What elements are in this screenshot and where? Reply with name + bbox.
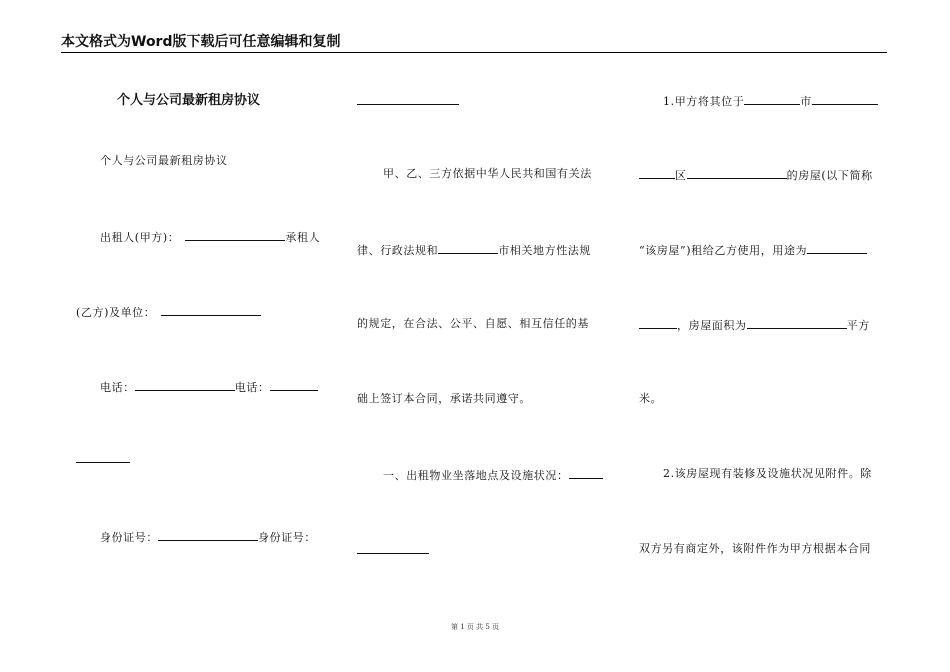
phone2-blank-continued bbox=[76, 451, 130, 463]
item1-usage-blank bbox=[807, 242, 867, 254]
item1-line1-a: 1.甲方将其位于 bbox=[663, 95, 745, 108]
para1-line2-a: 律、行政法规和 bbox=[357, 244, 439, 257]
item1-line3 bbox=[639, 242, 867, 258]
item2-line1: 2.该房屋现有装修及设施状况见附件。除 bbox=[663, 467, 872, 480]
item1-line2 bbox=[639, 167, 873, 183]
phone-line bbox=[100, 379, 318, 395]
item1-line3-text: “该房屋”)租给乙方使用，用途为 bbox=[639, 244, 808, 257]
location-continuation-line bbox=[357, 542, 429, 558]
page-number: 第 1 页 共 5 页 bbox=[450, 623, 500, 631]
phone2-label: 电话： bbox=[234, 381, 270, 394]
lessor-line bbox=[100, 229, 320, 245]
col2-top-blank-line bbox=[357, 93, 459, 109]
section1-heading: 一、出租物业坐落地点及设施状况： bbox=[383, 469, 569, 482]
item1-line5: 米。 bbox=[639, 392, 663, 405]
para1-line2-b: 市相关地方性法规 bbox=[498, 244, 592, 257]
unit-label: (乙方)及单位： bbox=[76, 306, 156, 319]
id-line bbox=[100, 529, 316, 545]
para1-line1: 甲、乙、三方依据中华人民共和国有关法 bbox=[383, 167, 592, 180]
col2-top-blank bbox=[357, 93, 459, 105]
item1-line4 bbox=[639, 317, 870, 333]
item1-address-blank bbox=[687, 167, 787, 179]
lessor-label: 出租人(甲方)： bbox=[100, 231, 180, 244]
phone2-blank bbox=[270, 379, 318, 391]
item1-line2-b: 的房屋(以下简称 bbox=[786, 169, 873, 182]
header-divider bbox=[61, 52, 887, 53]
unit-blank bbox=[161, 304, 261, 316]
para1-line3: 的规定，在合法、公平、自愿、相互信任的基 bbox=[357, 317, 589, 330]
lessee-label: 承租人 bbox=[285, 231, 321, 244]
item1-area-blank bbox=[747, 317, 847, 329]
document-title: 个人与公司最新租房协议 bbox=[117, 93, 261, 108]
para1-line4: 础上签订本合同，承诺共同遵守。 bbox=[357, 392, 531, 405]
item1-city-blank bbox=[744, 93, 800, 105]
city-blank bbox=[438, 242, 498, 254]
item1-district-blank bbox=[812, 93, 878, 105]
location-blank-continued bbox=[357, 542, 429, 554]
lessor-blank bbox=[185, 229, 285, 241]
item1-district-blank-continued bbox=[639, 167, 675, 179]
item1-line4-b: 平方 bbox=[846, 319, 870, 332]
phone1-label: 电话： bbox=[100, 381, 135, 394]
item1-line4-a: ，房屋面积为 bbox=[677, 319, 747, 332]
item1-line1 bbox=[663, 93, 878, 109]
id1-blank bbox=[158, 529, 258, 541]
section1-heading-line bbox=[383, 467, 603, 483]
unit-line bbox=[76, 304, 261, 320]
id1-label: 身份证号： bbox=[100, 531, 158, 544]
item1-line2-a: 区 bbox=[675, 169, 687, 182]
item1-line1-b: 市 bbox=[800, 95, 812, 108]
subtitle: 个人与公司最新租房协议 bbox=[100, 154, 228, 167]
item1-usage-blank-continued bbox=[639, 317, 677, 329]
phone1-blank bbox=[135, 379, 235, 391]
location-blank bbox=[569, 467, 603, 479]
phone-continuation-line bbox=[76, 451, 130, 467]
item2-line2: 双方另有商定外，该附件作为甲方根据本合同 bbox=[639, 542, 871, 555]
id2-label: 身份证号： bbox=[258, 531, 316, 544]
para1-line2 bbox=[357, 242, 591, 258]
document-header: 本文格式为Word版下载后可任意编辑和复制 bbox=[61, 34, 341, 50]
